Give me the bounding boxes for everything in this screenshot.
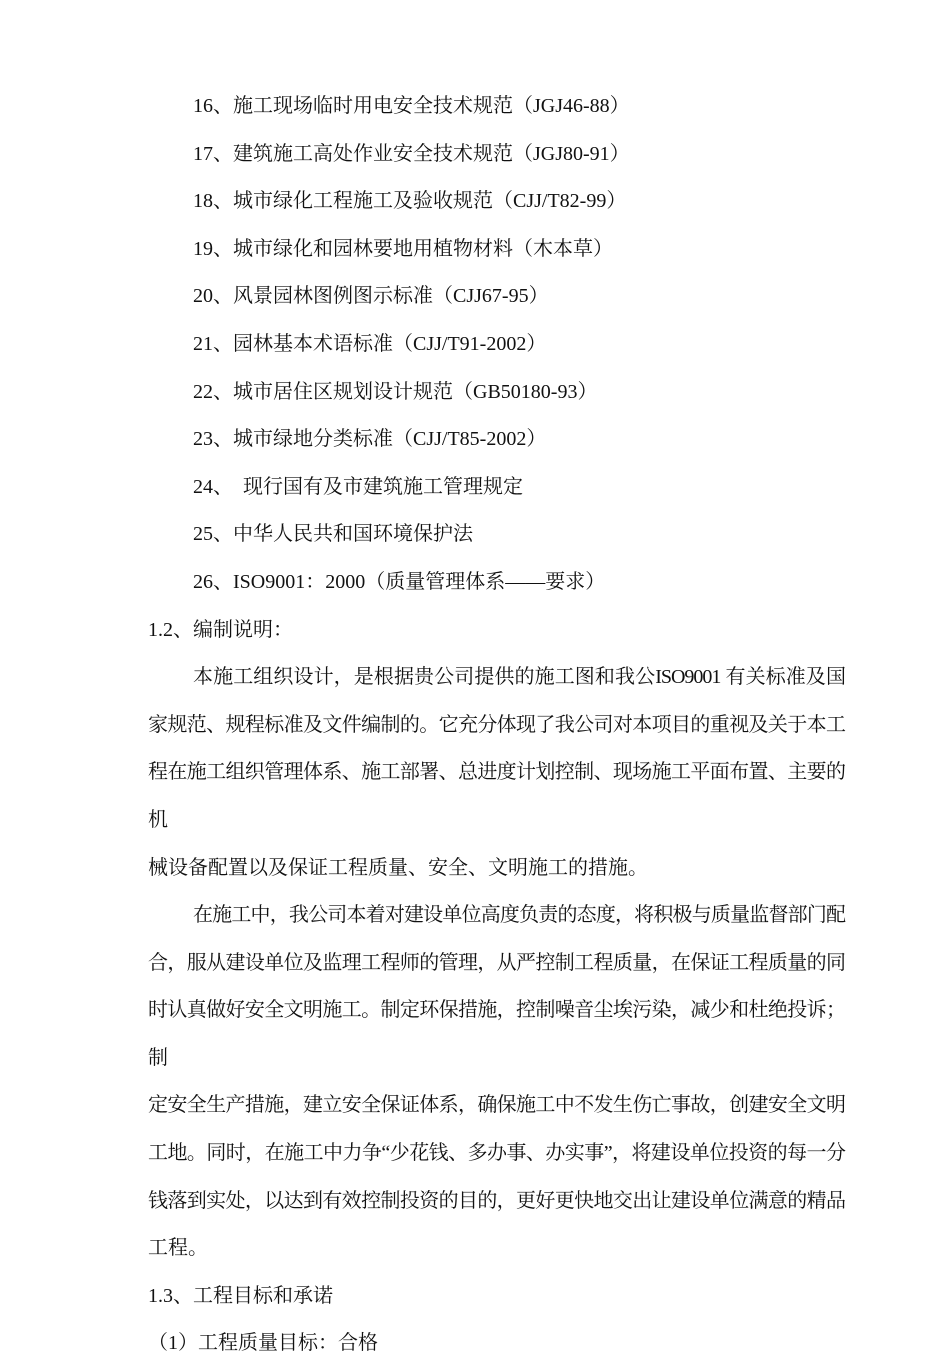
quality-goal-line: （1）工程质量目标：合格: [148, 1332, 378, 1355]
reference-item: 23、城市绿地分类标准（CJJ/T85-2002）: [193, 428, 547, 451]
reference-item: 24、 现行国有及市建筑施工管理规定: [193, 475, 523, 498]
paragraph-line: 家规范、规程标准及文件编制的。它充分体现了我公司对本项目的重视及关于本工: [148, 713, 845, 736]
paragraph-line: 定安全生产措施，建立安全保证体系，确保施工中不发生伤亡事故，创建安全文明: [148, 1094, 845, 1117]
reference-item: 17、建筑施工高处作业安全技术规范（JGJ80-91）: [193, 142, 630, 165]
paragraph-line: 程在施工组织管理体系、施工部署、总进度计划控制、现场施工平面布置、主要的机: [148, 761, 845, 831]
paragraph-line: 时认真做好安全文明施工。制定环保措施，控制噪音尘埃污染，减少和杜绝投诉；制: [148, 999, 845, 1069]
reference-item: 22、城市居住区规划设计规范（GB50180-93）: [193, 380, 598, 403]
reference-item: 19、城市绿化和园林要地用植物材料（木本草）: [193, 237, 613, 260]
reference-item: 21、园林基本术语标准（CJJ/T91-2002）: [193, 332, 547, 355]
reference-item: 20、风景园林图例图示标准（CJJ67-95）: [193, 285, 549, 308]
paragraph-line: 本施工组织设计，是根据贵公司提供的施工图和我公ISO9001 有关标准及国: [193, 666, 845, 689]
reference-item: 25、中华人民共和国环境保护法: [193, 523, 473, 546]
paragraph-line: 合，服从建设单位及监理工程师的管理，从严控制工程质量，在保证工程质量的同: [148, 951, 845, 974]
reference-item: 18、城市绿化工程施工及验收规范（CJJ/T82-99）: [193, 190, 627, 213]
reference-item: 26、ISO9001：2000（质量管理体系——要求）: [193, 570, 606, 593]
paragraph-line: 钱落到实处，以达到有效控制投资的目的，更好更快地交出让建设单位满意的精品: [148, 1189, 845, 1212]
paragraph-line: 械设备配置以及保证工程质量、安全、文明施工的措施。: [148, 856, 648, 879]
section-1-3-heading: 1.3、工程目标和承诺: [148, 1284, 333, 1307]
section-1-2-heading: 1.2、编制说明：: [148, 618, 293, 641]
paragraph-line: 在施工中，我公司本着对建设单位高度负责的态度，将积极与质量监督部门配: [193, 904, 845, 927]
paragraph-line: 工程。: [148, 1237, 208, 1260]
reference-item: 16、施工现场临时用电安全技术规范（JGJ46-88）: [193, 95, 630, 117]
paragraph-line: 工地。同时，在施工中力争“少花钱、多办事、办实事”，将建设单位投资的每一分: [148, 1142, 845, 1165]
